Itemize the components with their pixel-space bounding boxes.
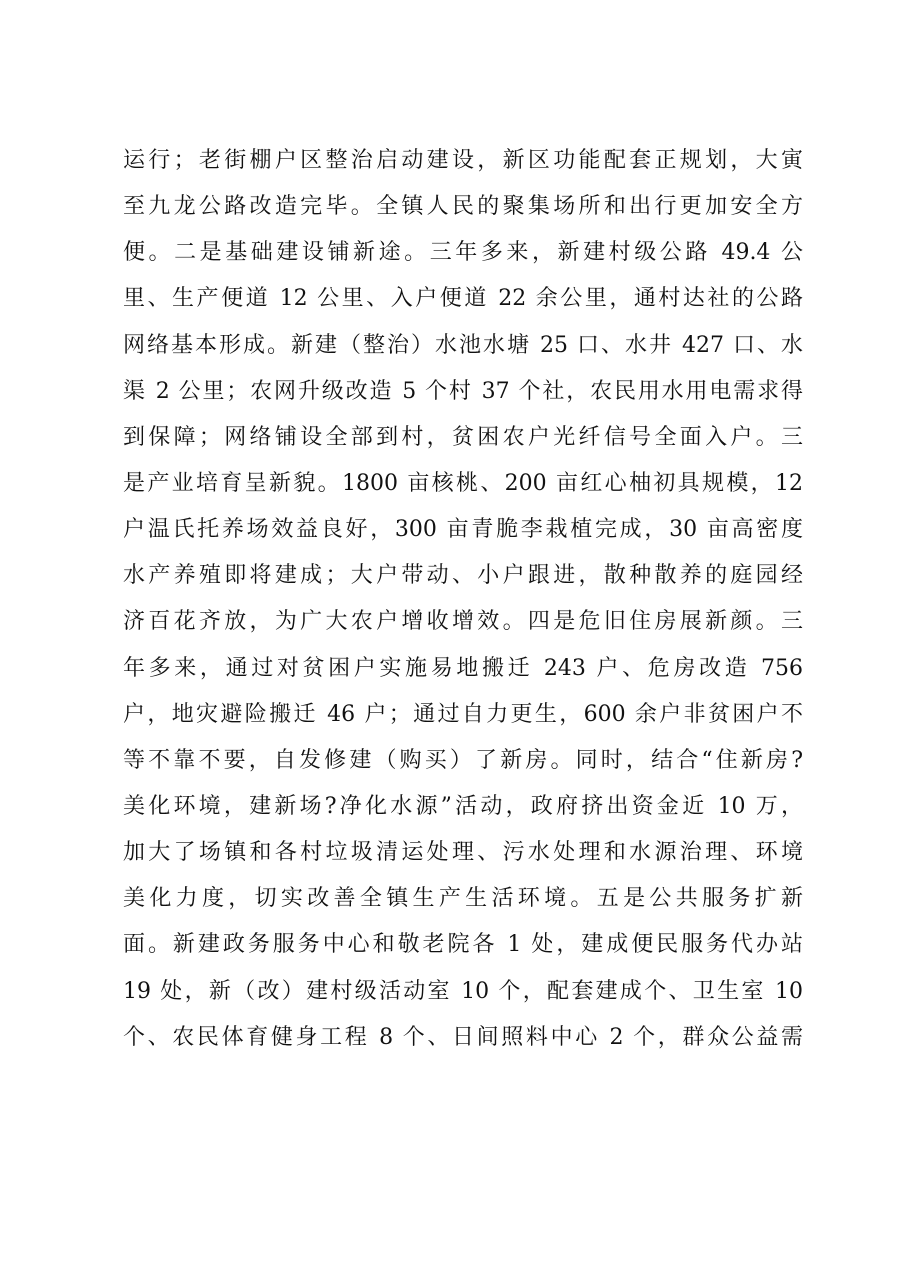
text-line: 面。新建政务服务中心和敬老院各 1 处，建成便民服务代办站 — [123, 932, 803, 958]
text-line: 里、生产便道 12 公里、入户便道 22 余公里，通村达社的公路 — [123, 286, 803, 312]
text-line: 济百花齐放，为广大农户增收增效。四是危旧住房展新颜。三 — [123, 609, 803, 635]
text-line: 19 处，新（改）建村级活动室 10 个，配套建成个、卫生室 10 — [123, 978, 803, 1004]
text-line: 到保障；网络铺设全部到村，贫困农户光纤信号全面入户。三 — [123, 424, 803, 450]
text-line: 渠 2 公里；农网升级改造 5 个村 37 个社，农民用水用电需求得 — [123, 378, 803, 404]
text-line: 运行；老街棚户区整治启动建设，新区功能配套正规划，大寅 — [123, 148, 803, 173]
text-line: 户，地灾避险搬迁 46 户；通过自力更生，600 余户非贫困户不 — [123, 701, 803, 727]
text-line: 至九龙公路改造完毕。全镇人民的聚集场所和出行更加安全方 — [123, 194, 803, 220]
text-line: 网络基本形成。新建（整治）水池水塘 25 口、水井 427 口、水 — [123, 332, 803, 358]
text-line: 美化环境，建新场?净化水源”活动，政府挤出资金近 10 万， — [123, 793, 803, 819]
text-line: 加大了场镇和各村垃圾清运处理、污水处理和水源治理、环境 — [123, 840, 803, 866]
text-line: 美化力度，切实改善全镇生产生活环境。五是公共服务扩新 — [123, 886, 803, 912]
body-paragraph — [123, 138, 803, 1061]
text-line: 个、农民体育健身工程 8 个、日间照料中心 2 个，群众公益需 — [123, 1024, 803, 1050]
text-line: 水产养殖即将建成；大户带动、小户跟进，散种散养的庭园经 — [123, 563, 803, 589]
text-line: 户温氏托养场效益良好，300 亩青脆李栽植完成，30 亩高密度 — [123, 517, 803, 543]
text-line: 等不靠不要，自发修建（购买）了新房。同时，结合“住新房? — [123, 747, 803, 773]
text-line: 年多来，通过对贫困户实施易地搬迁 243 户、危房改造 756 — [123, 655, 803, 681]
text-line: 是产业培育呈新貌。1800 亩核桃、200 亩红心柚初具规模，12 — [123, 470, 803, 496]
text-line: 便。二是基础建设铺新途。三年多来，新建村级公路 49.4 公 — [123, 240, 803, 266]
